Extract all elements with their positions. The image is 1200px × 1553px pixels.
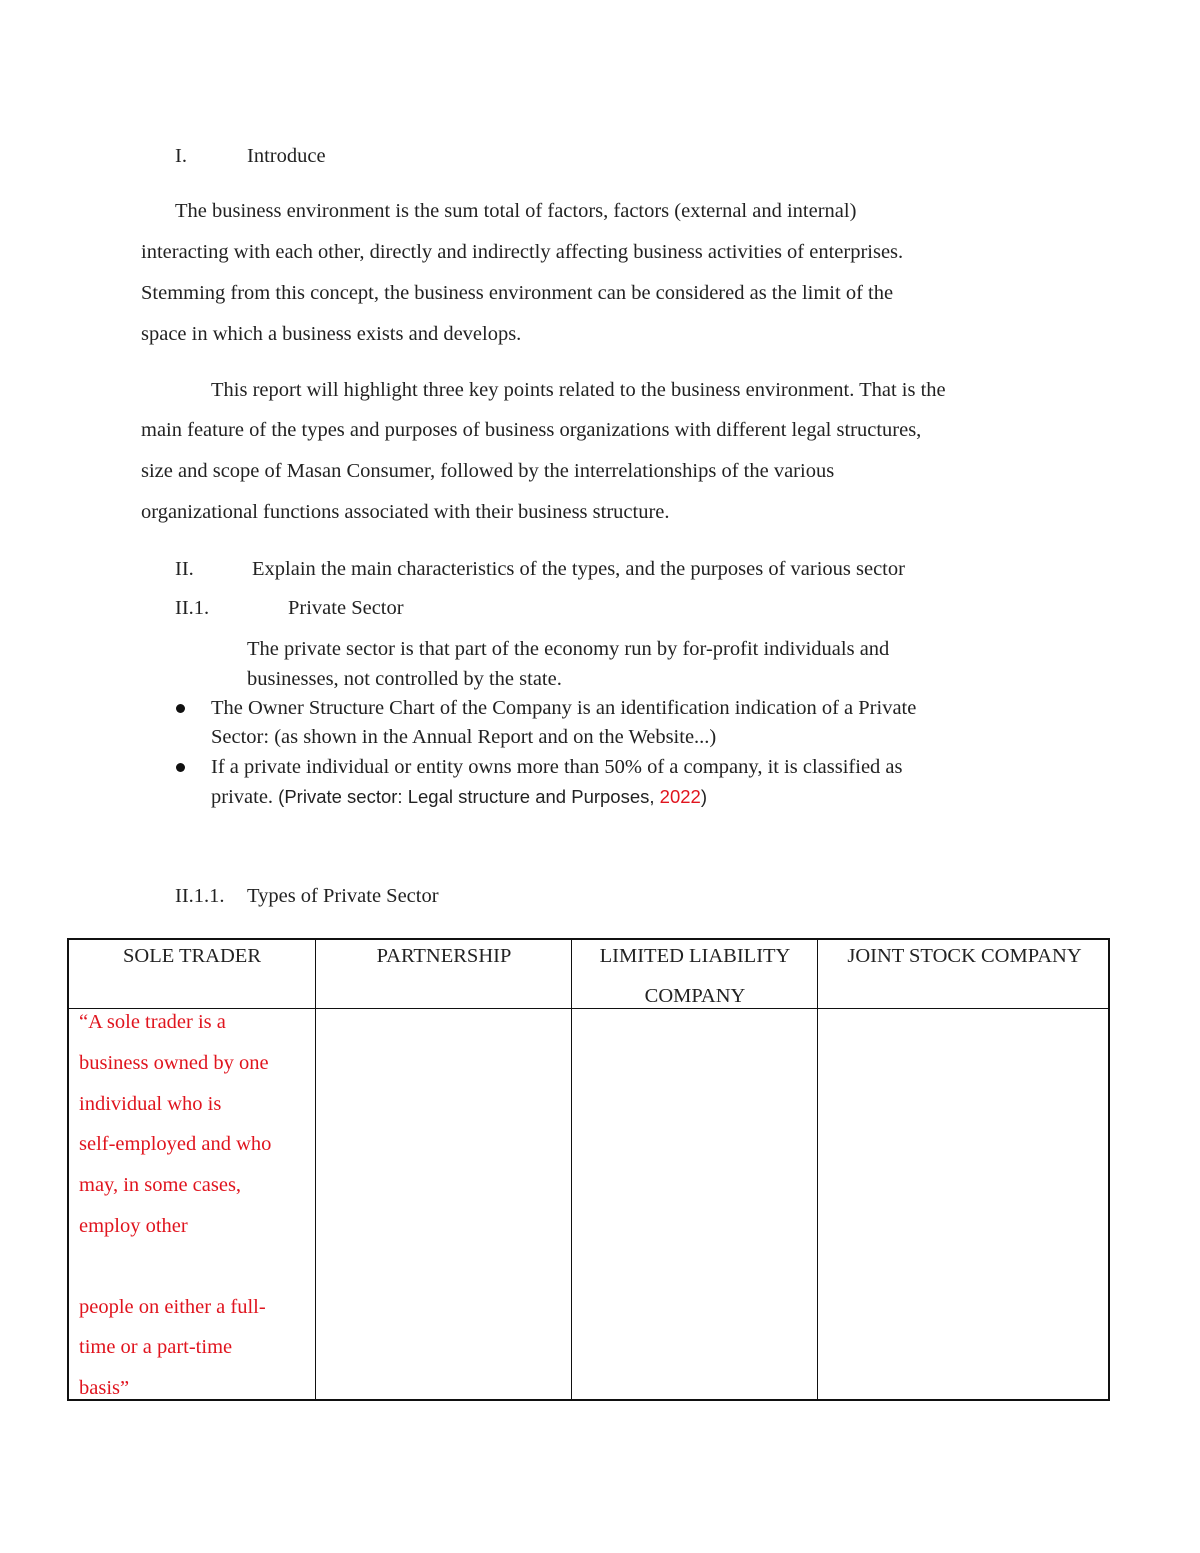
sole-trader-definition-line: individual who is xyxy=(79,1093,222,1115)
intro-para1-line: space in which a business exists and develops. xyxy=(141,323,522,345)
citation-year: 2022 xyxy=(659,786,701,807)
header-partnership: PARTNERSHIP xyxy=(376,945,512,967)
header-limited-liability: LIMITED LIABILITY xyxy=(599,945,791,967)
citation-end: ) xyxy=(700,786,707,807)
subsubsection-number: II.1.1. xyxy=(175,885,225,907)
sole-trader-definition-line: basis” xyxy=(79,1377,130,1399)
intro-para1-line: Stemming from this concept, the business environment can be considered as the limit of the xyxy=(141,282,894,304)
intro-para2-line: This report will highlight three key points related to the business environment. That is the xyxy=(211,379,946,401)
sole-trader-definition-line: employ other xyxy=(79,1215,188,1237)
bullet-line-text: private. xyxy=(211,786,274,808)
sole-trader-definition-line: people on either a full- xyxy=(79,1296,266,1318)
bullet-dot xyxy=(176,704,185,713)
sole-trader-definition-line: self-employed and who xyxy=(79,1133,272,1155)
bullet-dot xyxy=(176,763,185,772)
subsection-number: II.1. xyxy=(175,597,210,619)
intro-para2-line: size and scope of Masan Consumer, followed by the interrelationships of the various xyxy=(141,460,835,482)
sole-trader-definition-line: time or a part-time xyxy=(79,1336,233,1358)
bullet-line-citation xyxy=(211,785,707,809)
header-sole-trader: SOLE TRADER xyxy=(122,945,261,967)
citation-text: (Private sector: Legal structure and Purposes, xyxy=(278,786,660,807)
bullet-line: The Owner Structure Chart of the Company is an identification indication of a Private xyxy=(211,697,917,719)
subsubsection-title: Types of Private Sector xyxy=(247,885,439,907)
intro-para2-line: organizational functions associated with their business structure. xyxy=(141,501,670,523)
bullet-line: If a private individual or entity owns more than 50% of a company, it is classified as xyxy=(211,756,903,778)
section-1-number: I. xyxy=(175,145,187,167)
section-2-number: II. xyxy=(175,558,194,580)
private-sector-types-table xyxy=(67,938,1110,1401)
sole-trader-definition-line: business owned by one xyxy=(79,1052,269,1074)
bullet-line: Sector: (as shown in the Annual Report and on the Website...) xyxy=(211,726,717,748)
definition-line: The private sector is that part of the economy run by for-profit individuals and xyxy=(247,638,890,660)
intro-para2-line: main feature of the types and purposes of business organizations with different legal structures, xyxy=(141,419,922,441)
subsection-title: Private Sector xyxy=(288,597,404,619)
sole-trader-definition-line: may, in some cases, xyxy=(79,1174,242,1196)
definition-line: businesses, not controlled by the state. xyxy=(247,668,562,690)
section-1-title: Introduce xyxy=(247,145,326,167)
intro-para1-line: interacting with each other, directly and indirectly affecting business activities of enterprises. xyxy=(141,241,904,263)
intro-para1-line: The business environment is the sum total of factors, factors (external and internal) xyxy=(175,200,857,222)
sole-trader-definition-line: “A sole trader is a xyxy=(79,1011,226,1033)
header-joint-stock: JOINT STOCK COMPANY xyxy=(847,945,1082,967)
section-2-title: Explain the main characteristics of the types, and the purposes of various sector xyxy=(252,558,905,580)
header-company: COMPANY xyxy=(644,985,746,1007)
